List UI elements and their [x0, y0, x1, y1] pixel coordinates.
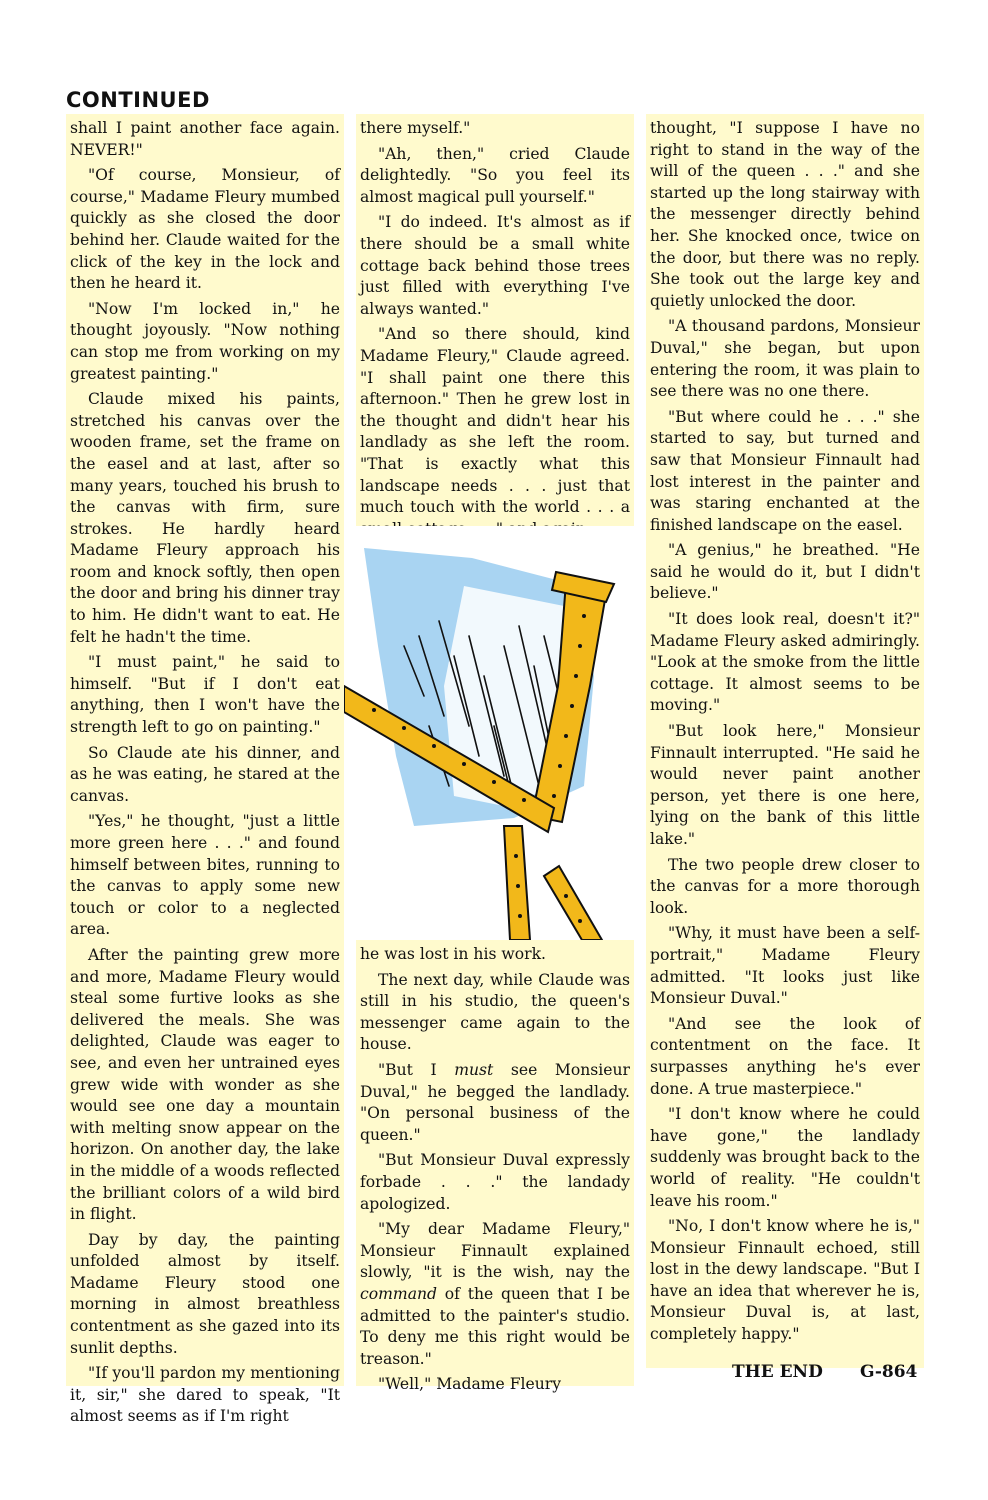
paragraph: "I don't know where he could have gone," the landlady suddenly was brought back to the world of reality. "He couldn't leave his room."	[650, 1105, 920, 1210]
paragraph: "A thousand pardons, Monsieur Duval," she began, but upon entering the room, it was plain to see there was no one there.	[650, 317, 920, 401]
paragraph: shall I paint another face again. NEVER!"	[70, 119, 340, 159]
paragraph: "But I must see Monsieur Duval," he begged the landlady. "On personal business of the queen."	[360, 1060, 630, 1144]
easel-illustration	[344, 526, 636, 940]
text-column-2-top	[356, 114, 634, 530]
paragraph: "But look here," Monsieur Finnault interrupted. "He said he would never paint another person, yet there is one here, lying on the bank of this little lake."	[650, 722, 920, 848]
paragraph: "But Monsieur Duval expressly forbade . . ." the landady apologized.	[360, 1151, 630, 1213]
paragraph: "Now I'm locked in," he thought joyously. "Now nothing can stop me from working on my greatest painting."	[70, 299, 340, 383]
paragraph: Claude mixed his paints, stretched his canvas over the wooden frame, set the frame on the easel and at last, after so many years, touched his brush to the canvas with firm, sure strokes. He hardly heard Madame Fleury approach his room and knock softly, then open the door and bring his dinner tray to him. He didn't want to eat. He felt he hadn't the time.	[70, 390, 340, 646]
paragraph: "And so there should, kind Madame Fleury," Claude agreed. "I shall paint one there this afternoon." Then he grew lost in the thought and didn't hear his landlady as she left the room. "That is exactly what this landscape needs . . . just that much touch with the world . . . a	[360, 325, 630, 517]
emphasis: command	[360, 1284, 438, 1303]
paragraph: "It does look real, doesn't it?" Madame Fleury asked admiringly. "Look at the smoke from the little cottage. It almost seems to be moving."	[650, 610, 920, 715]
paragraph: "Ah, then," cried Claude delightedly. "So you feel its almost magical pull yourself."	[360, 144, 630, 206]
paragraph: "If you'll pardon my mentioning it, sir," she dared to speak, "It almost seems as if I'm right	[70, 1364, 340, 1426]
paragraph: Day by day, the painting unfolded almost by itself. Madame Fleury stood one morning in almost breathless contentment as she gazed into its sunlit depths.	[70, 1230, 340, 1357]
paragraph: "No, I don't know where he is," Monsieur Finnault echoed, still lost in the dewy landscape. "But I have an idea that wherever he is, Monsieur Duval is, at last, completely happy."	[650, 1217, 920, 1344]
paragraph: So Claude ate his dinner, and as he was eating, he stared at the canvas.	[70, 743, 340, 805]
text-column-3	[646, 114, 924, 1368]
paragraph: "My dear Madame Fleury," Monsieur Finnault explained slowly, "it is the wish, nay the command of the queen that I be admitted to the painter's studio. To deny me this right would be treason."	[360, 1220, 630, 1368]
paragraph: After the painting grew more and more, Madame Fleury would steal some furtive looks as she delivered the meals. She was delighted, Claude was eager to see, and even her untrained eyes grew wide with wonder as she would see one day a mountain with melting snow appear on the horizon. On another day, the lake in the middle of a woods reflected the brilliant colors of a wild bird in flight.	[70, 945, 340, 1224]
text-column-2-bottom	[356, 940, 634, 1394]
paragraph: "Well," Madame Fleury	[378, 1375, 562, 1394]
paragraph: there myself."	[360, 119, 471, 137]
easel-canvas-icon	[344, 526, 636, 940]
text-column-1	[66, 114, 344, 1426]
continued-heading: CONTINUED	[66, 88, 210, 112]
paragraph: "I do indeed. It's almost as if there should be a small white cottage back behind those trees just filled with everything I've always wanted."	[360, 213, 630, 318]
story-code: G-864	[860, 1362, 918, 1382]
emphasis: must	[454, 1060, 494, 1079]
paragraph: The two people drew closer to the canvas for a more thorough look.	[650, 855, 920, 917]
paragraph: "A genius," he breathed. "He said he would do it, but I didn't believe."	[650, 541, 920, 603]
paragraph: "Why, it must have been a self-portrait," Madame Fleury admitted. "It looks just like Monsieur Duval."	[650, 924, 920, 1008]
paragraph: "I must paint," he said to himself. "But if I don't eat anything, then I won't have the strength left to go on painting."	[70, 653, 340, 737]
paragraph: thought, "I suppose I have no right to stand in the way of the will of the queen . . ." and she started up the long stairway with the messenger directly behind her. She knocked once, twice on the door, but there was no reply. She took out the large key and quietly unlocked the door.	[650, 119, 920, 310]
paragraph: he was lost in his work.	[360, 945, 547, 963]
paragraph: "Yes," he thought, "just a little more green here . . ." and found himself between bites, running to the canvas to apply some new touch or color to a neglected area.	[70, 812, 340, 939]
paragraph: "And see the look of contentment on the face. It surpasses anything he's ever done. A true masterpiece."	[650, 1014, 920, 1098]
paragraph: "Of course, Monsieur, of course," Madame Fleury mumbed quickly as she closed the door behind her. Claude waited for the click of the key in the lock and then he heard it.	[70, 166, 340, 293]
the-end-label: THE END	[732, 1362, 823, 1382]
paragraph: "But where could he . . ." she started to say, but turned and saw that Monsieur Finnault had lost interest in the painter and was staring enchanted at the finished landscape on the easel.	[650, 407, 920, 534]
paragraph: The next day, while Claude was still in his studio, the queen's messenger came again to the house.	[360, 970, 630, 1054]
